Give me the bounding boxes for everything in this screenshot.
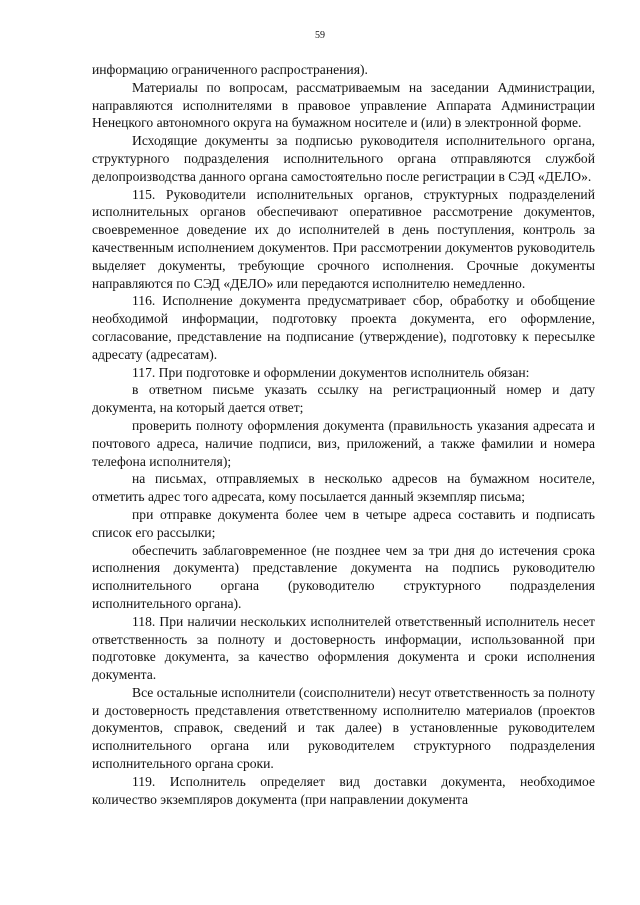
paragraph: 117. При подготовке и оформлении документов исполнитель обязан: — [132, 364, 530, 380]
paragraph: 118. При наличии нескольких исполнителей ответственный исполнитель несет ответственность за полноту и достоверность информации, использованной при подготовке документа, за качество оформления документа и сроки исполнения документа. — [92, 613, 595, 683]
paragraph: 115. Руководители исполнительных органов, структурных подразделений исполнительных органов обеспечивают оперативное рассмотрение документов, своевременное доведение их до исполнителей в день поступления, контроль за качественным исполнением документов. При рассмотрении документов руководитель выделяет документы, требующие срочного исполнения. Срочные документы направляются по СЭД «ДЕЛО» или передаются исполнителю немедленно. — [92, 186, 595, 291]
page-number: 59 — [315, 30, 325, 41]
paragraph: при отправке документа более чем в четыре адреса составить и подписать список его рассылки; — [92, 506, 595, 540]
paragraph: Материалы по вопросам, рассматриваемым на заседании Администрации, направляются исполнителями в правовое управление Аппарата Администрации Ненецкого автономного округа на бумажном носителе и (или) в электронной форме. — [92, 79, 595, 131]
paragraph: Все остальные исполнители (соисполнители) несут ответственность за полноту и достоверность представления ответственному исполнителю материалов (проектов документов, справок, сведений и так далее) в установленные руководителем исполнительного органа или руководителем структурного подразделения исполнительного органа сроки. — [92, 684, 595, 772]
paragraph: информацию ограниченного распространения). — [92, 62, 368, 77]
body-text — [92, 61, 595, 808]
paragraph: 119. Исполнитель определяет вид доставки документа, необходимое количество экземпляров документа (при направлении документа — [92, 773, 595, 807]
paragraph: обеспечить заблаговременное (не позднее чем за три дня до истечения срока исполнения документа) представление документа на подпись руководителю исполнительного органа (руководителю структурного подразделения исполнительного органа). — [92, 542, 595, 611]
paragraph: в ответном письме указать ссылку на регистрационный номер и дату документа, на который дается ответ; — [92, 382, 595, 416]
paragraph: проверить полноту оформления документа (правильность указания адресата и почтового адреса, наличие подписи, виз, приложений, а также фамилии и номера телефона исполнителя); — [92, 417, 595, 469]
paragraph: на письмах, отправляемых в несколько адресов на бумажном носителе, отметить адрес того адресата, кому посылается данный экземпляр письма; — [92, 471, 595, 505]
paragraph: 116. Исполнение документа предусматривает сбор, обработку и обобщение необходимой информации, подготовку проекта документа, его оформление, согласование, представление на подписание (утверждение), подготовку к пересылке адресату (адресатам). — [92, 293, 595, 362]
paragraph: Исходящие документы за подписью руководителя исполнительного органа, структурного подразделения исполнительного органа отправляются службой делопроизводства данного органа самостоятельно после регистрации в СЭД «ДЕЛО». — [92, 133, 595, 184]
